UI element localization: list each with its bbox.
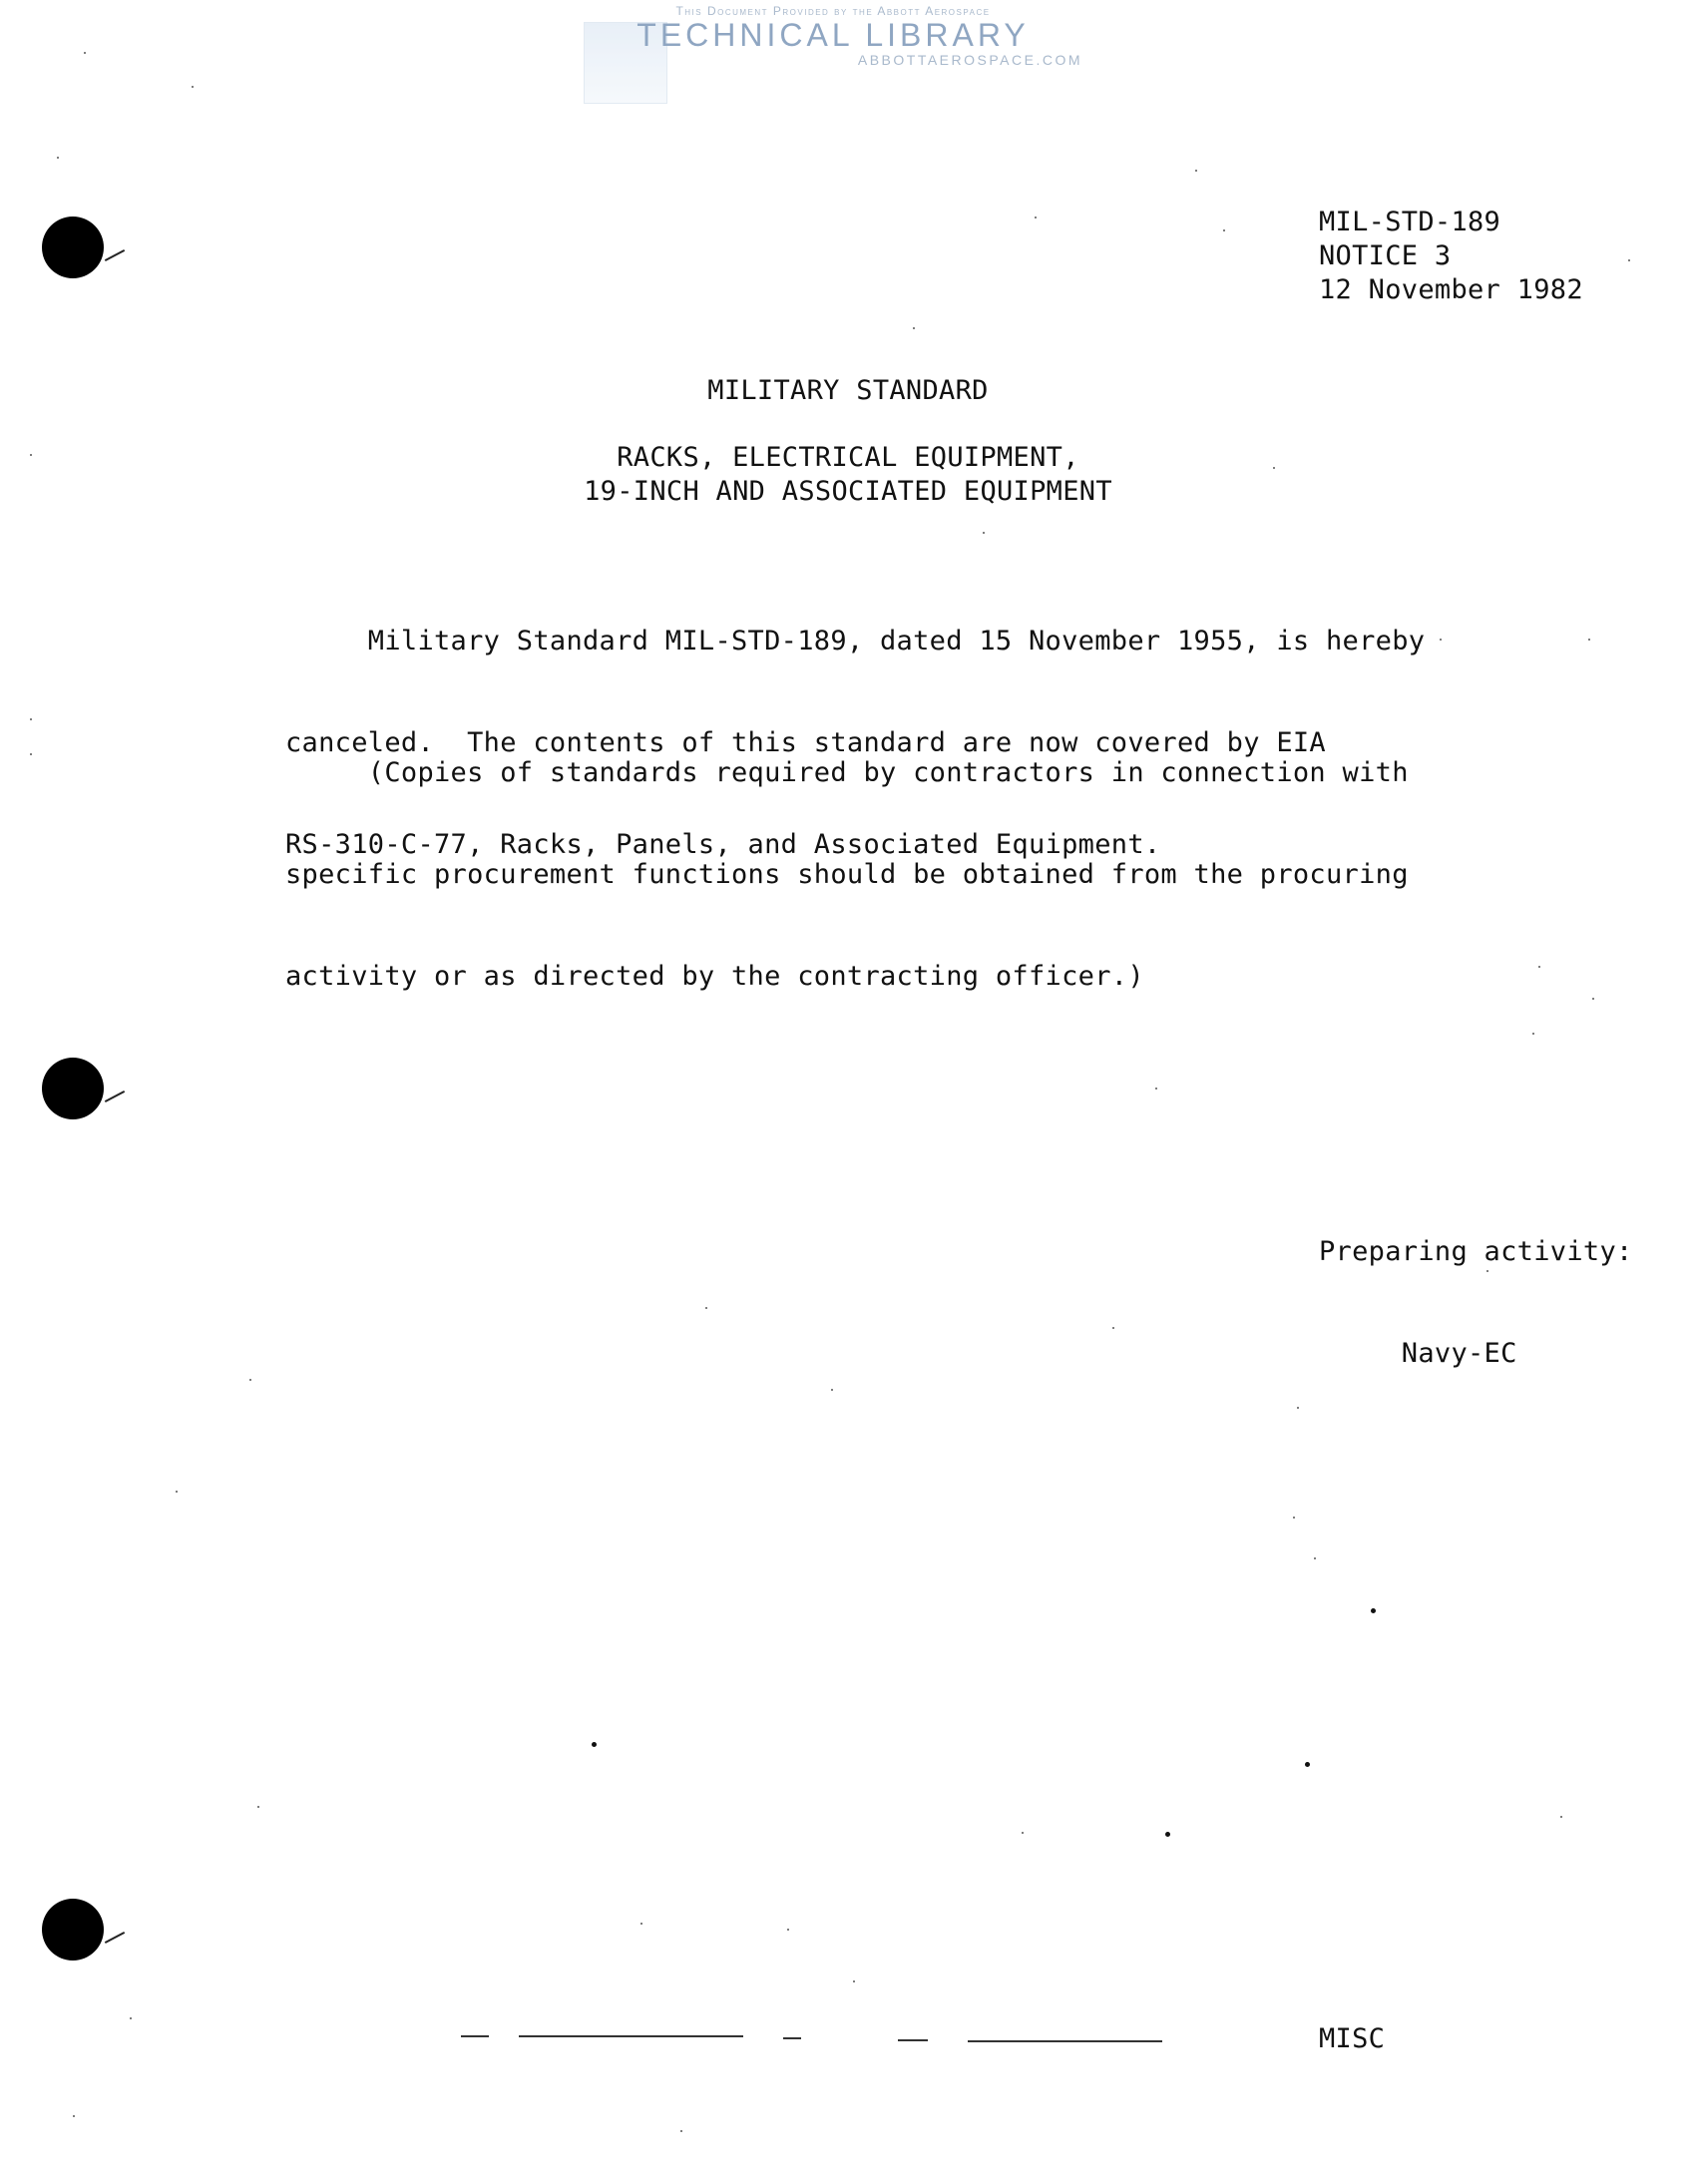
scan-speck [130, 2017, 132, 2019]
binder-hole-top [42, 217, 104, 278]
scan-speck [1440, 639, 1442, 641]
document-identifier-block [1319, 206, 1583, 307]
scan-speck [30, 753, 32, 755]
scan-speck [1035, 217, 1037, 218]
footer-rule-segment [461, 2035, 489, 2037]
subtitle-line-2: 19-INCH AND ASSOCIATED EQUIPMENT [584, 476, 1112, 507]
document-title: MILITARY STANDARD [707, 375, 989, 406]
scan-speck [57, 157, 59, 159]
scan-speck [257, 1806, 259, 1808]
preparing-activity-label: Preparing activity: [1319, 1236, 1633, 1267]
scan-speck [1305, 1762, 1310, 1767]
binder-hole-middle [42, 1058, 104, 1119]
scan-speck [640, 1923, 642, 1925]
subtitle-line-1: RACKS, ELECTRICAL EQUIPMENT, [617, 442, 1079, 473]
scan-speck [1486, 1270, 1488, 1272]
paragraph-line: activity or as directed by the contracting officer.) [285, 961, 1144, 992]
scan-speck [983, 532, 985, 534]
footer-rule-segment [783, 2037, 801, 2039]
watermark-website-text: ABBOTTAEROSPACE.COM [857, 52, 1082, 68]
scan-speck [1560, 1816, 1562, 1818]
scan-speck [1022, 1832, 1024, 1834]
paragraph-line: specific procurement functions should be obtained from the procuring [285, 859, 1409, 890]
paragraph-line: RS-310-C-77, Racks, Panels, and Associated Equipment. [285, 829, 1161, 860]
scan-speck [831, 1389, 833, 1391]
binder-hole-bottom [42, 1899, 104, 1961]
scan-speck [1165, 1832, 1170, 1837]
scan-speck [787, 1929, 789, 1931]
scan-speck [1273, 467, 1275, 469]
paragraph-line: (Copies of standards required by contractors in connection with [285, 757, 1409, 788]
scan-speck [592, 1742, 597, 1747]
scan-speck [1592, 998, 1594, 1000]
scan-speck [1293, 1517, 1295, 1519]
scan-speck [705, 1307, 707, 1309]
paragraph-line: canceled. The contents of this standard are now covered by EIA [285, 727, 1326, 758]
scan-speck [1628, 259, 1630, 261]
scan-speck [1314, 1557, 1316, 1559]
scan-speck [192, 86, 194, 88]
scan-speck [1588, 639, 1590, 641]
watermark-provider-text: This Document Provided by the Abbott Aerospace [675, 4, 991, 18]
scan-speck [913, 327, 915, 329]
footer-rule-segment [898, 2039, 928, 2041]
scan-speck [30, 454, 32, 456]
footer-rule-segment [968, 2040, 1162, 2042]
document-subtitle [0, 441, 1696, 509]
scan-speck [73, 2115, 75, 2117]
paragraph-line: Military Standard MIL-STD-189, dated 15 November 1955, is hereby [285, 626, 1426, 656]
scan-speck [1538, 966, 1540, 968]
scan-speck [1112, 1327, 1114, 1329]
scan-speck [176, 1491, 178, 1493]
scan-speck [1532, 1033, 1534, 1035]
footer-fsc-code: MISC [1319, 2023, 1386, 2054]
scan-speck [1297, 1407, 1299, 1409]
scan-speck [84, 52, 86, 54]
scan-speck [249, 1379, 251, 1381]
copies-paragraph [285, 688, 1409, 1062]
standard-number: MIL-STD-189 [1319, 207, 1501, 237]
notice-number: NOTICE 3 [1319, 240, 1452, 271]
scan-speck [1223, 229, 1225, 231]
scan-speck [853, 1980, 855, 1982]
preparing-activity-block [1319, 1167, 1633, 1439]
scan-speck [680, 2130, 682, 2132]
preparing-activity-value: Navy-EC [1319, 1338, 1517, 1369]
watermark-banner [574, 4, 1092, 104]
notice-date: 12 November 1982 [1319, 274, 1583, 305]
watermark-library-text: TECHNICAL LIBRARY [636, 17, 1030, 53]
scan-speck [1195, 170, 1197, 172]
footer-rule-segment [519, 2035, 743, 2037]
scan-speck [30, 718, 32, 720]
scan-speck [1371, 1608, 1376, 1613]
scan-speck [1155, 1088, 1157, 1090]
